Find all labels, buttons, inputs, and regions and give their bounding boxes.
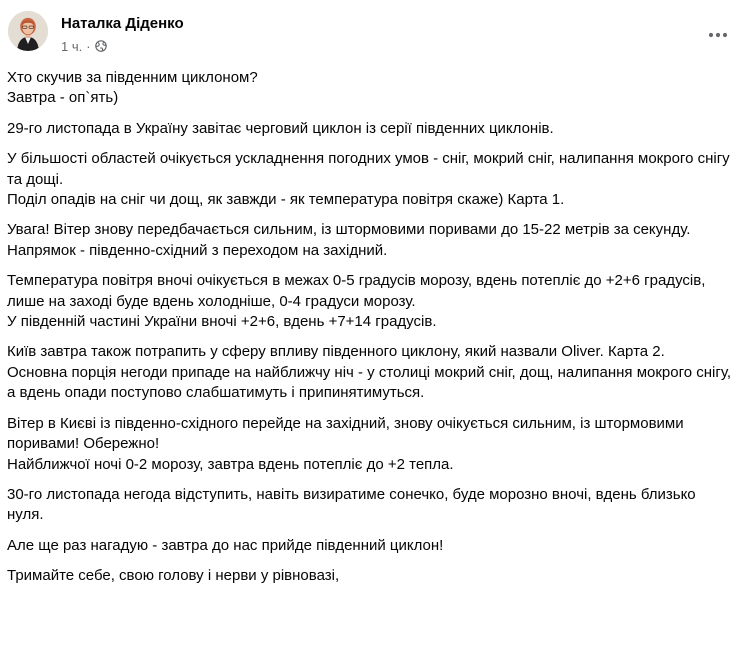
post-header <box>0 0 747 62</box>
avatar[interactable] <box>8 11 48 51</box>
post-paragraph <box>7 536 735 556</box>
post-paragraph <box>7 342 735 403</box>
author-name[interactable]: Наталка Діденко <box>61 15 184 32</box>
text-line: Основна порція негоди припаде на найближчу ніч - у столиці мокрий сніг, дощ, налипання мокрого снігу, а вдень опади поступово слабшатимуть і припинятимуться. <box>7 363 732 402</box>
meta-separator: · <box>86 38 91 54</box>
text-line: У південній частині України вночі +2+6, вдень +7+14 градусів. <box>7 313 437 331</box>
text-line: Найближчої ночі 0-2 морозу, завтра вдень потепліє до +2 тепла. <box>7 455 454 473</box>
post-paragraph <box>7 271 735 332</box>
post-paragraph <box>7 119 735 139</box>
avatar-image <box>8 11 48 51</box>
text-line: Тримайте себе, свою голову і нерви у рівновазі, <box>7 567 340 585</box>
post-paragraph <box>7 149 735 210</box>
text-line: Напрямок - південно-східний з переходом на західний. <box>7 241 388 259</box>
post-paragraph <box>7 485 735 526</box>
post-paragraph <box>7 566 735 586</box>
text-line: Увага! Вітер знову передбачається сильним, із штормовими поривами до 15-22 метрів за секунду. <box>7 221 691 239</box>
post-text <box>7 68 735 597</box>
text-line: Хто скучив за південним циклоном? <box>7 69 258 86</box>
text-line: Поділ опадів на сніг чи дощ, як завжди - як температура повітря скаже) Карта 1. <box>7 191 565 209</box>
text-line: 29-го листопада в Україну завітає черговий циклон із серії південних циклонів. <box>7 119 554 137</box>
text-line: У більшості областей очікується ускладнення погодних умов - сніг, мокрий сніг, налипання мокрого снігу та дощі. <box>7 150 730 188</box>
text-line: Температура повітря вночі очікується в межах 0-5 градусів морозу, вдень потепліє до +2+6 градусів, лише на заході буде вдень холодніше, 0-4 градуси морозу. <box>7 272 706 310</box>
text-line: Завтра - оп`ять) <box>7 89 119 107</box>
text-line: Київ завтра також потрапить у сферу впливу південного циклону, який назвали Oliver. Карта 2. <box>7 343 665 361</box>
post-meta <box>61 38 107 54</box>
globe-icon[interactable] <box>95 40 107 52</box>
post-paragraph <box>7 414 735 475</box>
text-line: Але ще раз нагадую - завтра до нас прийде південний циклон! <box>7 536 444 554</box>
post-timestamp[interactable]: 1 ч. <box>61 38 83 54</box>
post-paragraph <box>7 68 735 109</box>
post-paragraph <box>7 220 735 261</box>
more-options-button[interactable] <box>700 17 736 53</box>
more-horizontal-icon <box>708 32 728 38</box>
text-line: Вітер в Києві із південно-східного перейде на західний, знову очікується сильним, із штормовими поривами! Обережно! <box>7 414 684 453</box>
text-line: 30-го листопада негода відступить, навіть визиратиме сонечко, буде морозно вночі, вдень близько нуля. <box>7 485 696 524</box>
